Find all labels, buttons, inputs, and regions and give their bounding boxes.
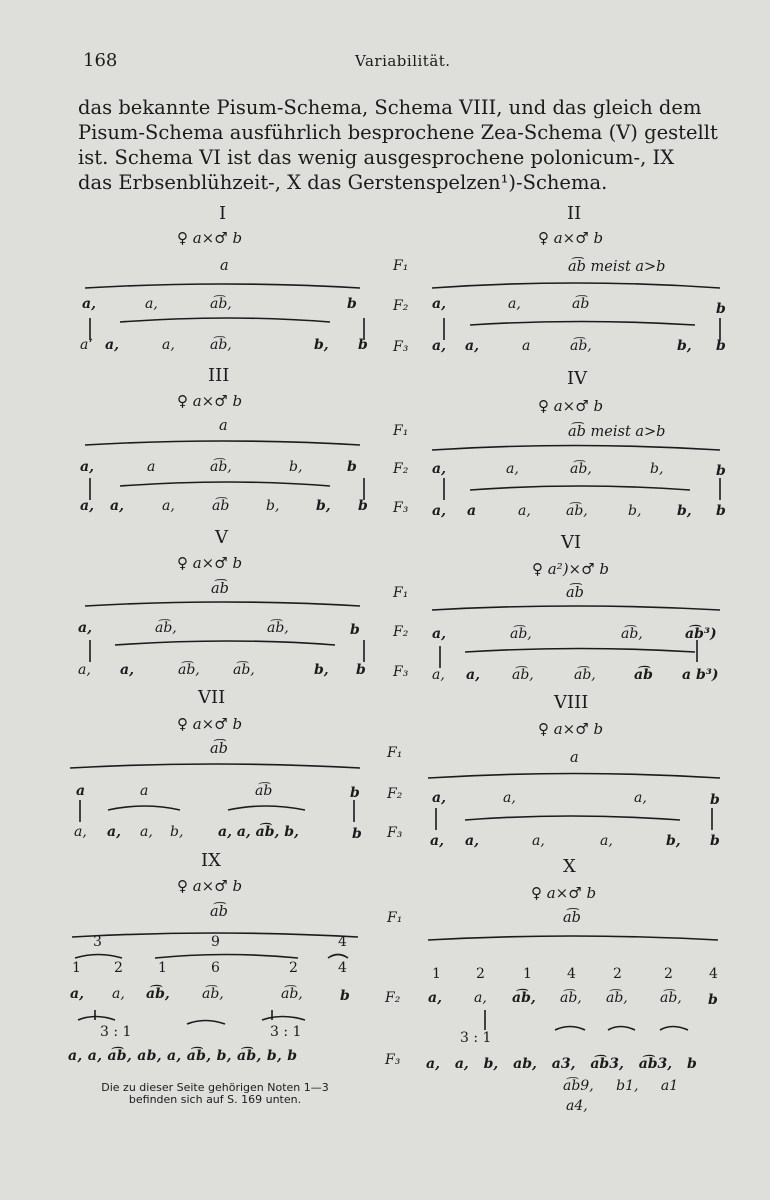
schema-IV-f3-term: a͡b, [566, 503, 588, 519]
schema-VII-f2-term: b [350, 785, 360, 801]
schema-VIII-f3-term: a, [600, 833, 613, 849]
schema-II-f2-term: a, [508, 296, 521, 312]
schema-I-f3-term: a, [162, 337, 175, 353]
schema-IX-cross: ♀ a×♂ b [177, 877, 243, 895]
page-number: 168 [83, 50, 118, 71]
footnote-line: befinden sich auf S. 169 unten. [128, 1093, 302, 1106]
gen-label-f2: F₂ [393, 624, 409, 640]
schema-VIII-f3-term: b [710, 833, 720, 849]
schema-IV-f2-term: b [716, 463, 726, 479]
schema-VII-f3-term: a, [107, 824, 121, 840]
schema-IX-f2-term: a͡b, [202, 986, 224, 1002]
schema-X-f3-line3: a4, [566, 1098, 588, 1114]
schema-VII-f2-term: a [140, 783, 149, 799]
schema-IV-f3-term: a [467, 503, 477, 519]
schema-X-ratio: 2 [476, 966, 485, 982]
schema-I-f2-term: a, [82, 296, 96, 312]
schema-IX-f2-term: a͡b, [146, 986, 170, 1002]
schema-VIII-f3-term: a, [465, 833, 479, 849]
schema-V-f3-term: a͡b, [233, 662, 255, 678]
schema-III-f1: a [219, 418, 228, 434]
schema-X-cross: ♀ a×♂ b [531, 884, 597, 902]
schema-I-f2-term: b [347, 296, 357, 312]
schema-VI-f3-term: a͡b, [512, 667, 534, 683]
schema-X-ratio: 1 [523, 966, 532, 982]
schema-VI-f3-term: a͡b [634, 667, 653, 683]
schema-X-ratio: 4 [567, 966, 576, 982]
schema-II-f1: a͡b meist a>b [568, 259, 666, 275]
schema-III-f3-term: a͡b [212, 498, 230, 514]
schema-II-f2-term: b [716, 301, 726, 317]
schema-V-f2-term: b [350, 622, 360, 638]
schema-IV-f3-term: b, [677, 503, 692, 519]
gen-label-f1: F₁ [393, 258, 409, 274]
schema-VIII-f3-term: a, [532, 833, 545, 849]
schema-VI-f2-term: a͡b, [510, 626, 532, 642]
schema-III-f3-term: b, [316, 498, 331, 514]
schema-V-f3-term: a, [78, 662, 91, 678]
schema-X-f2-term: a, [474, 990, 487, 1006]
gen-label-f2: F₂ [385, 990, 401, 1006]
schema-V-f1: a͡b [211, 581, 229, 597]
paragraph-line: ist. Schema VI ist das wenig ausgesprochene polonicum-, IX [78, 146, 675, 169]
footnote [70, 1082, 360, 1106]
schema-IX-split: 3 : 1 [100, 1024, 132, 1040]
schema-IX-ratio: 2 [289, 960, 298, 976]
schema-VIII-f3-term: b, [666, 833, 681, 849]
schema-VI-f3-term: a, [466, 667, 480, 683]
schema-X-f1: a͡b [563, 910, 581, 926]
schema-VI-f1: a͡b [566, 585, 584, 601]
schema-I-f3-term: a‘ [80, 337, 93, 353]
schema-II-f3-term: a [522, 338, 531, 354]
schema-III-cross: ♀ a×♂ b [177, 392, 243, 410]
gen-label-f3: F₃ [385, 1052, 401, 1068]
footnote-line: Die zu dieser Seite gehörigen Noten 1—3 [101, 1081, 329, 1094]
gen-label-f3: F₃ [387, 825, 403, 841]
schema-VII-f3-term: b, [170, 824, 184, 840]
schema-V-f3-term: a͡b, [178, 662, 200, 678]
schema-IX-f3: a, a, a͡b, ab, a, a͡b, b, a͡b, b, b [68, 1048, 298, 1064]
schema-X-ratio: 2 [613, 966, 622, 982]
schema-IV-f3-term: a, [432, 503, 446, 519]
schema-IV-f2-term: a, [506, 461, 519, 477]
schema-IX-group: 4 [338, 934, 347, 950]
schema-X-f2-term: b [708, 992, 718, 1008]
schema-X-ratio: 2 [664, 966, 673, 982]
schema-II-f3-term: a, [465, 338, 479, 354]
gen-label-f1: F₁ [393, 585, 409, 601]
schema-V-f2-term: a, [78, 620, 92, 636]
schema-IX-f2-term: a, [70, 986, 84, 1002]
schema-VI-title: VI [561, 532, 582, 553]
schema-II-f2-term: a͡b [572, 296, 590, 312]
schema-IX-ratio: 1 [158, 960, 167, 976]
schema-VII-f3-term: b [352, 826, 362, 842]
schema-II-f2-term: a, [432, 296, 446, 312]
schema-IV-cross: ♀ a×♂ b [538, 397, 604, 415]
schema-VI-cross: ♀ a²)×♂ b [532, 560, 609, 578]
schema-VII-f2-term: a [76, 783, 86, 799]
schema-II-cross: ♀ a×♂ b [538, 229, 604, 247]
gen-label-f1: F₁ [387, 910, 403, 926]
running-head: Variabilität. [355, 52, 451, 70]
schema-I-f2-term: a, [145, 296, 158, 312]
schema-IV-title: IV [567, 368, 588, 389]
schema-IX-f1: a͡b [210, 904, 228, 920]
schema-I-cross: ♀ a×♂ b [177, 229, 243, 247]
schema-X-f3-line1: a, a, b, ab, a3, a͡b3, a͡b3, b [426, 1056, 697, 1072]
schema-I-f3-term: a͡b, [210, 337, 232, 353]
schema-IX-split: 3 : 1 [270, 1024, 302, 1040]
schema-III-f2-term: a, [80, 459, 94, 475]
schema-IV-f2-term: a, [432, 461, 446, 477]
schema-I-f3-term: a, [105, 337, 119, 353]
gen-label-f1: F₁ [387, 745, 403, 761]
paragraph-line: das bekannte Pisum-Schema, Schema VIII, und das gleich dem [78, 96, 702, 119]
gen-label-f3: F₃ [393, 500, 409, 516]
schema-III-f2-term: b [347, 459, 357, 475]
schema-V-title: V [215, 527, 228, 548]
schema-V-f3-term: b [356, 662, 366, 678]
schema-III-title: III [208, 365, 230, 386]
gen-label-f2: F₂ [387, 786, 403, 802]
schema-IX-ratio: 6 [211, 960, 220, 976]
schema-I-f1: a [220, 258, 229, 274]
schema-III-f2-term: a [147, 459, 156, 475]
schema-X-f2-term: a͡b, [606, 990, 628, 1006]
gen-label-f2: F₂ [393, 298, 409, 314]
schema-VII-cross: ♀ a×♂ b [177, 715, 243, 733]
schema-X-f2-term: a͡b, [512, 990, 536, 1006]
schema-III-f2-term: b, [289, 459, 303, 475]
schema-X-ratio: 4 [709, 966, 718, 982]
schema-IX-ratio: 1 [72, 960, 81, 976]
schema-VI-f3-term: a, [432, 667, 445, 683]
schema-X-title: X [563, 856, 576, 877]
schema-VII-f2-term: a͡b [255, 783, 273, 799]
schema-IX-group: 9 [211, 934, 220, 950]
schema-III-f3-term: a, [162, 498, 175, 514]
schema-X-split: 3 : 1 [460, 1030, 492, 1046]
schema-IV-f3-term: a, [518, 503, 531, 519]
schema-III-f3-term: a, [110, 498, 124, 514]
schema-X-ratio: 1 [432, 966, 441, 982]
schema-VII-f3-term: a, a, a͡b, b, [218, 824, 299, 840]
schema-VIII-cross: ♀ a×♂ b [538, 720, 604, 738]
schema-VI-f2-term: a͡b³) [685, 626, 717, 642]
schema-II-title: II [567, 203, 582, 224]
schema-II-f3-term: b [716, 338, 726, 354]
gen-label-f3: F₃ [393, 339, 409, 355]
schema-VI-f3-term: a͡b, [574, 667, 596, 683]
paragraph-line: Pisum-Schema ausführlich besprochene Zea-Schema (V) gestellt [78, 121, 718, 144]
schema-X-f2-term: a͡b, [660, 990, 682, 1006]
schema-IX-f2-term: a͡b, [281, 986, 303, 1002]
schema-I-f2-term: a͡b, [210, 296, 232, 312]
schema-V-f2-term: a͡b, [155, 620, 177, 636]
schema-I-title: I [219, 203, 227, 224]
schema-IX-group: 3 [93, 934, 102, 950]
schema-III-f2-term: a͡b, [210, 459, 232, 475]
paragraph-line: das Erbsenblühzeit-, X das Gerstenspelzen¹)-Schema. [78, 171, 608, 194]
schema-X-f2-term: a, [428, 990, 442, 1006]
schema-VIII-f2-term: a, [503, 790, 516, 806]
schema-VIII-title: VIII [554, 692, 589, 713]
schema-VI-f2-term: a, [432, 626, 446, 642]
schema-IV-f2-term: b, [650, 461, 664, 477]
schema-IV-f1: a͡b meist a>b [568, 424, 666, 440]
schema-II-f3-term: b, [677, 338, 692, 354]
schema-VIII-f2-term: b [710, 792, 720, 808]
schema-III-f3-term: a, [80, 498, 94, 514]
schema-VI-f2-term: a͡b, [621, 626, 643, 642]
schema-V-f3-term: b, [314, 662, 329, 678]
schema-X-f2-term: a͡b, [560, 990, 582, 1006]
schema-VII-title: VII [198, 687, 226, 708]
schema-V-f2-term: a͡b, [267, 620, 289, 636]
gen-label-f1: F₁ [393, 423, 409, 439]
schema-I-f3-term: b [358, 337, 368, 353]
schema-IX-ratio: 2 [114, 960, 123, 976]
schema-VII-f3-term: a, [140, 824, 153, 840]
schema-VII-f1: a͡b [210, 741, 228, 757]
schema-VIII-f3-term: a, [430, 833, 444, 849]
schema-VII-f3-term: a, [74, 824, 87, 840]
schema-VI-f3-term: a b³) [682, 667, 719, 683]
schema-VIII-f1: a [570, 750, 579, 766]
gen-label-f2: F₂ [393, 461, 409, 477]
schema-IV-f2-term: a͡b, [570, 461, 592, 477]
schema-II-f3-term: a͡b, [570, 338, 592, 354]
schema-III-f3-term: b [358, 498, 368, 514]
schema-I-f3-term: b, [314, 337, 329, 353]
schema-IX-f2-term: a, [112, 986, 125, 1002]
schema-IV-f3-term: b [716, 503, 726, 519]
schema-III-f3-term: b, [266, 498, 280, 514]
schema-V-f3-term: a, [120, 662, 134, 678]
schema-VIII-f2-term: a, [432, 790, 446, 806]
schema-IX-ratio: 4 [338, 960, 347, 976]
schema-X-f3-line2: a͡b9, b1, a1 [563, 1078, 679, 1094]
schema-VIII-f2-term: a, [634, 790, 647, 806]
schema-IX-f2-term: b [340, 988, 350, 1004]
schema-V-cross: ♀ a×♂ b [177, 554, 243, 572]
schema-IX-title: IX [201, 850, 221, 871]
schema-IV-f3-term: b, [628, 503, 642, 519]
schema-II-f3-term: a, [432, 338, 446, 354]
gen-label-f3: F₃ [393, 664, 409, 680]
